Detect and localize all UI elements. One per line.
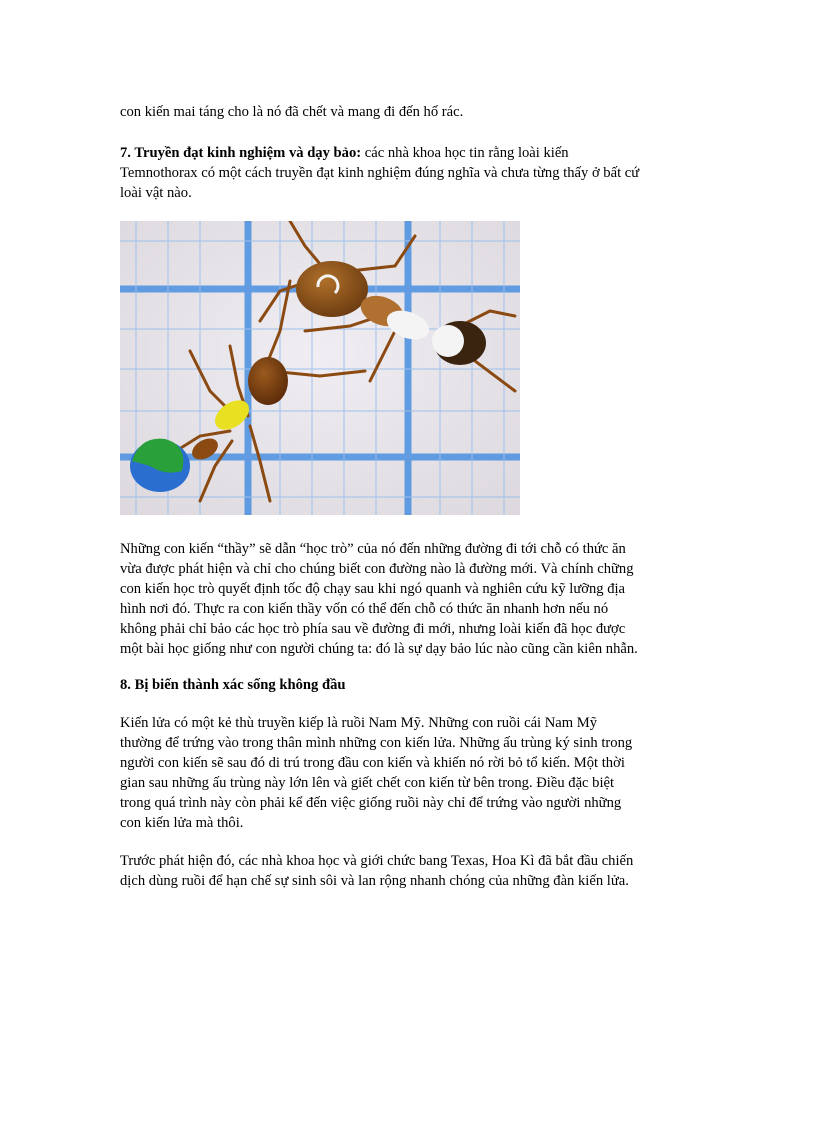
section-8-heading-paragraph xyxy=(120,675,700,695)
section-8-heading: 8. Bị biến thành xác sống không đầu xyxy=(120,677,346,693)
text-line: con kiến học trò quyết định tốc độ chạy sau khi ngó quanh và nghiên cứu kỹ lưỡng địa xyxy=(120,581,626,597)
ants-photo xyxy=(120,221,520,515)
text-line: loài vật nào. xyxy=(120,185,192,201)
text-line: Trước phát hiện đó, các nhà khoa học và giới chức bang Texas, Hoa Kì đã bắt đầu chiến xyxy=(120,853,634,869)
text-line: dịch dùng ruồi để hạn chế sự sinh sôi và lan rộng nhanh chóng của những đàn kiến lửa. xyxy=(120,873,629,889)
text-line: thường để trứng vào trong thân mình những con kiến lửa. Những ấu trùng ký sinh trong xyxy=(120,735,633,751)
text-line: vừa được phát hiện và chỉ cho chúng biết con đường nào là đường mới. Và chính chững xyxy=(120,561,634,577)
text-line: Temnothorax có một cách truyền đạt kinh nghiệm đúng nghĩa và chưa từng thấy ở bất cứ xyxy=(120,165,640,181)
text-line: Những con kiến “thầy” sẽ dẫn “học trò” của nó đến những đường đi tới chỗ có thức ăn xyxy=(120,541,626,557)
text-line: con kiến lửa mà thôi. xyxy=(120,815,244,831)
text-line: hình nơi đó. Thực ra con kiến thầy vốn có thể đến chỗ có thức ăn nhanh hơn nếu nó xyxy=(120,601,609,617)
section-7-heading: 7. Truyền đạt kinh nghiệm và dạy bảo: xyxy=(120,145,362,161)
ants-photo-drawing xyxy=(120,221,520,515)
section-7-paragraph xyxy=(120,143,700,203)
text-line: gian sau những ấu trùng này lớn lên và giết chết con kiến từ bên trong. Điều đặc biệt xyxy=(120,775,615,791)
texas-paragraph xyxy=(120,851,700,891)
text-line: không phải chỉ bảo các học trò phía sau về đường đi mới, nhưng loài kiến đã học được xyxy=(120,621,626,637)
paragraph-continuation xyxy=(120,102,700,122)
text-line: một bài học giống như con người chúng ta: đó là sự dạy bảo lúc nào cũng cần kiên nhẫn. xyxy=(120,641,638,657)
text-line: người con kiến sẽ sau đó di trú trong đầu con kiến và khiến nó rời bỏ tổ kiến. Một thời xyxy=(120,755,625,771)
text-line: Kiến lửa có một kẻ thù truyền kiếp là ruồi Nam Mỹ. Những con ruồi cái Nam Mỹ xyxy=(120,715,598,731)
text-line: trong quá trình này còn phải kể đến việc giống ruồi này chỉ để trứng vào người những xyxy=(120,795,622,811)
section-7-intro: các nhà khoa học tin rằng loài kiến xyxy=(361,145,569,161)
fire-ant-paragraph xyxy=(120,713,700,833)
teaching-paragraph xyxy=(120,539,700,659)
text-line xyxy=(120,143,700,163)
text-line: con kiến mai táng cho là nó đã chết và mang đi đến hố rác. xyxy=(120,104,464,120)
